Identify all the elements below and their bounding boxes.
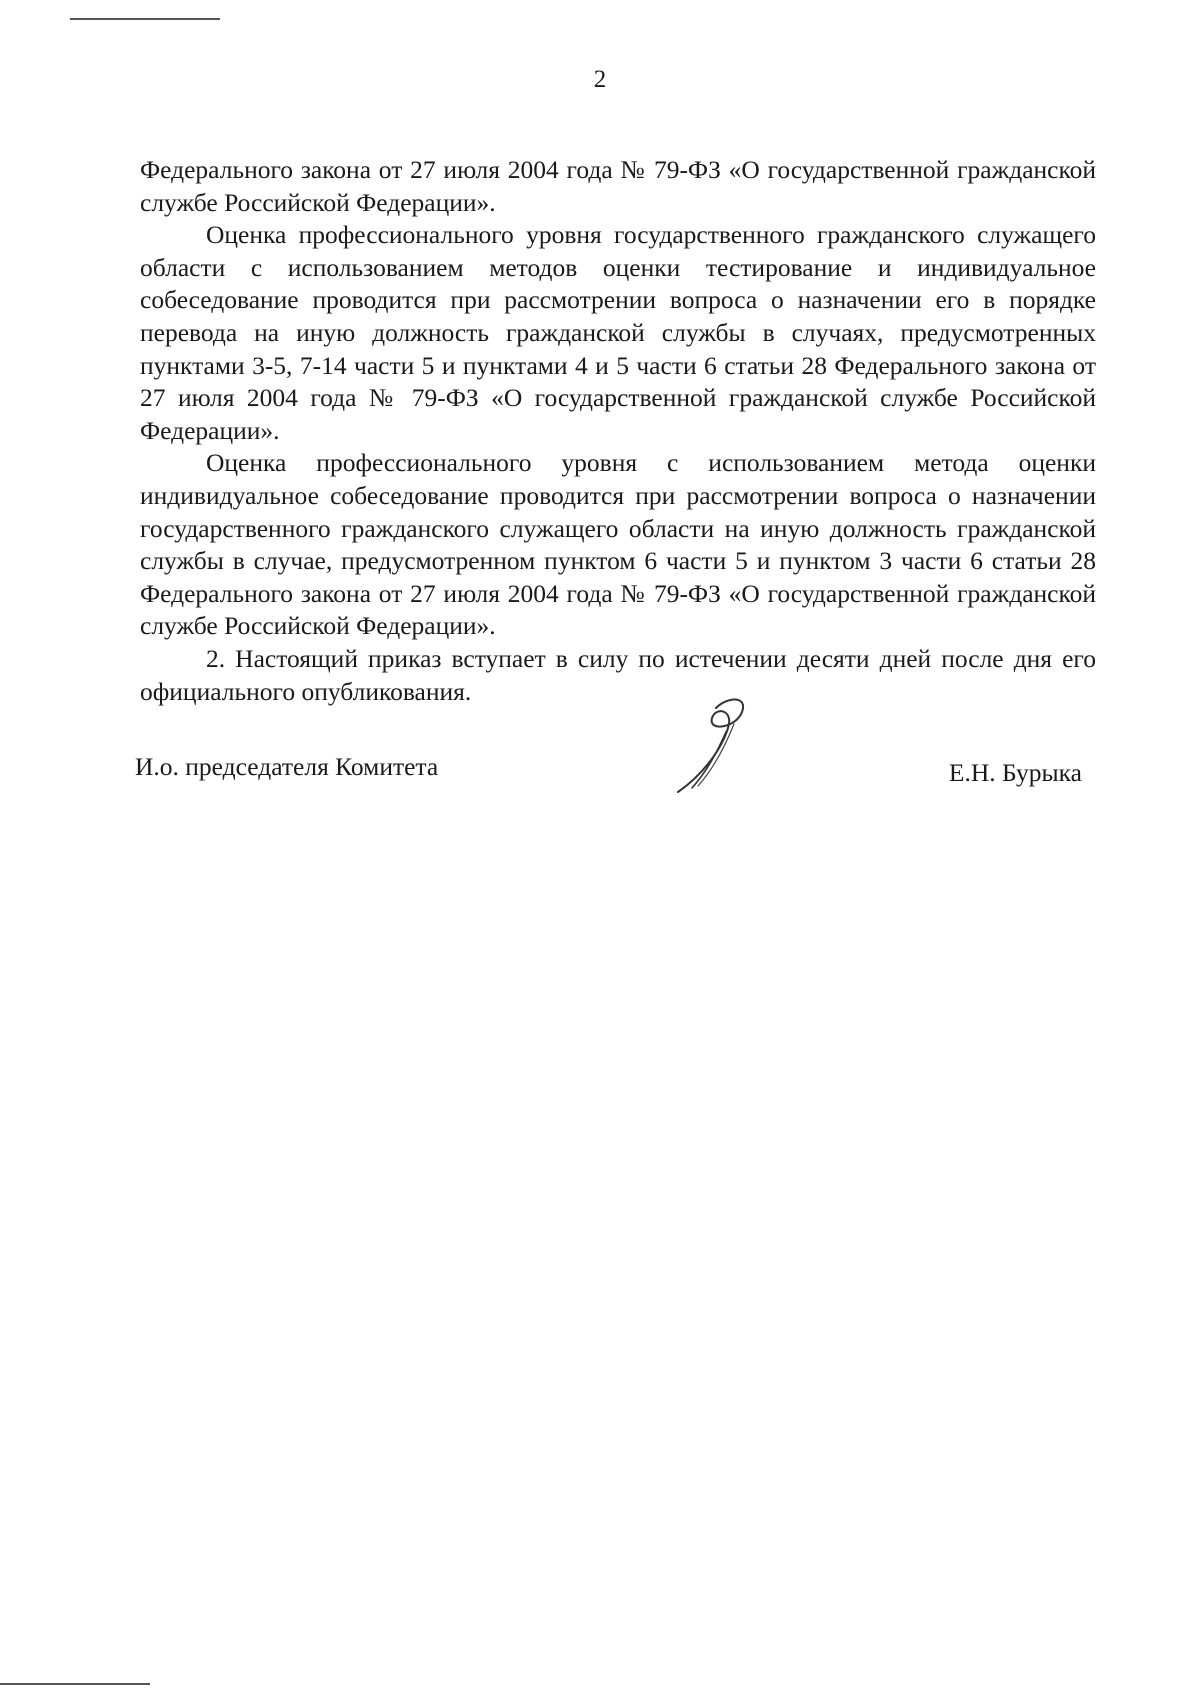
paragraph-interview-only: Оценка профессионального уровня с использованием метода оценки индивидуальное собеседование проводится при рассмотрении вопроса о назначении государственного гражданского служащего области на иную должность гражданской службы в случае, предусмотренном пунктом 6 части 5 и пунктом 3 части 6 статьи 28 Федерального закона от 27 июля 2004 года № 79-ФЗ «О государственной гражданской службе Российской Федерации».	[140, 448, 1096, 641]
handwritten-signature	[668, 688, 778, 798]
document-body	[140, 154, 1096, 708]
signatory-name: Е.Н. Бурыка	[948, 758, 1082, 787]
paragraph-effective-date: 2. Настоящий приказ вступает в силу по истечении десяти дней после дня его официального опубликования.	[140, 643, 1096, 706]
scan-edge-mark-top	[70, 18, 220, 20]
paragraph-continuation: Федерального закона от 27 июля 2004 года № 79-ФЗ «О государственной гражданской службе Российской Федерации».	[140, 155, 1096, 217]
paragraph-testing-interview: Оценка профессионального уровня государственного гражданского служащего области с использованием методов оценки тестирование и индивидуальное собеседование проводится при рассмотрении вопроса о назначении его в порядке перевода на иную должность гражданской службы в случаях, предусмотренных пунктами 3-5, 7-14 части 5 и пунктами 4 и 5 части 6 статьи 28 Федерального закона от 27 июля 2004 года № 79-ФЗ «О государственной гражданской службе Российской Федерации».	[140, 220, 1096, 445]
scan-edge-mark-bottom	[0, 1683, 150, 1685]
page-number: 2	[593, 66, 607, 93]
signatory-position: И.о. председателя Комитета	[135, 752, 439, 781]
